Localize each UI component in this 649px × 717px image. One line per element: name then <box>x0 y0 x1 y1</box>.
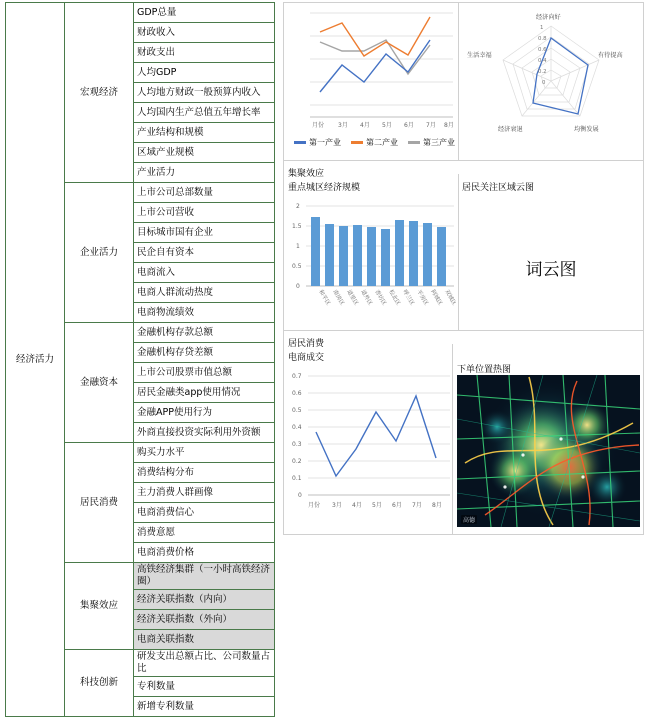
svg-text:0.5: 0.5 <box>292 263 302 270</box>
heatmap-attribution-badge: 高德 <box>463 517 476 524</box>
legend-label: 第二产业 <box>366 138 398 147</box>
indicator-cell: 财政收入 <box>134 23 275 43</box>
grid-line <box>283 534 644 535</box>
indicator-cell: 人均国内生产总值五年增长率 <box>134 103 275 123</box>
indicator-cell: 外商直接投资实际利用外资额 <box>134 423 275 443</box>
grid-line <box>283 2 284 535</box>
indicator-cell: 高铁经济集群（一小时高铁经济圈） <box>134 563 275 590</box>
svg-text:有待提高: 有待提高 <box>598 52 623 59</box>
indicator-cell: 金融APP使用行为 <box>134 403 275 423</box>
ecommerce-line-svg <box>286 366 454 526</box>
svg-text:1: 1 <box>296 243 300 250</box>
indicator-cell: 新增专利数量 <box>134 697 275 717</box>
indicator-cell: 人均GDP <box>134 63 275 83</box>
svg-text:松北区: 松北区 <box>387 289 401 307</box>
svg-text:2: 2 <box>296 203 300 210</box>
indicator-cell: 产业结构和规模 <box>134 123 275 143</box>
legend-item-2 <box>351 137 398 148</box>
svg-text:0.2: 0.2 <box>538 69 547 75</box>
svg-text:均衡发展: 均衡发展 <box>574 126 599 133</box>
indicator-cell: GDP总量 <box>134 3 275 23</box>
indicator-cell: 电商流入 <box>134 263 275 283</box>
label-order-heatmap: 下单位置热图 <box>457 365 512 375</box>
svg-text:0.8: 0.8 <box>538 36 547 42</box>
indicator-cell: 上市公司总部数量 <box>134 183 275 203</box>
category-cell: 金融资本 <box>65 323 134 443</box>
indicator-cell: 人均地方财政一般预算内收入 <box>134 83 275 103</box>
root-category-cell: 经济活力 <box>6 3 65 717</box>
line-chart-svg <box>288 5 456 137</box>
legend-label: 第三产业 <box>423 138 455 147</box>
svg-text:5月: 5月 <box>382 122 392 129</box>
svg-text:5月: 5月 <box>372 502 382 509</box>
svg-text:0.6: 0.6 <box>292 390 302 397</box>
svg-text:阿城区: 阿城区 <box>429 289 443 307</box>
svg-text:0: 0 <box>298 492 302 499</box>
indicator-cell: 经济关联指数（外向） <box>134 610 275 630</box>
category-cell: 宏观经济 <box>65 3 134 183</box>
svg-text:0.4: 0.4 <box>538 58 547 64</box>
legend-item-1 <box>294 137 341 148</box>
order-location-heatmap[interactable] <box>457 375 640 527</box>
svg-text:4月: 4月 <box>352 502 362 509</box>
svg-text:0.3: 0.3 <box>292 441 302 448</box>
svg-text:1: 1 <box>540 25 544 31</box>
indicator-cell: 金融机构存款总额 <box>134 323 275 343</box>
indicator-cell: 区域产业规模 <box>134 143 275 163</box>
label-ecommerce-deal: 电商成交 <box>288 353 325 363</box>
svg-text:0.2: 0.2 <box>292 458 302 465</box>
category-cell: 集聚效应 <box>65 563 134 650</box>
legend-item-3 <box>408 137 455 148</box>
indicator-cell: 购买力水平 <box>134 443 275 463</box>
svg-text:3月: 3月 <box>332 502 342 509</box>
indicator-cell: 民企自有资本 <box>134 243 275 263</box>
ecommerce-deal-line-chart <box>286 366 454 526</box>
indicator-cell: 专利数量 <box>134 677 275 697</box>
line-chart-legend <box>294 137 455 148</box>
category-cell: 居民消费 <box>65 443 134 563</box>
svg-text:经济衰退: 经济衰退 <box>498 126 523 133</box>
svg-text:6月: 6月 <box>392 502 402 509</box>
economic-vitality-indicator-table <box>5 2 275 717</box>
indicator-cell: 主力消费人群画像 <box>134 483 275 503</box>
svg-text:道里区: 道里区 <box>345 289 359 307</box>
label-resident-wordcloud: 居民关注区域云图 <box>462 183 535 193</box>
svg-text:道外区: 道外区 <box>359 289 373 307</box>
svg-text:月份: 月份 <box>308 502 321 509</box>
indicator-cell: 金融机构存贷差额 <box>134 343 275 363</box>
indicator-cell: 上市公司股票市值总额 <box>134 363 275 383</box>
radar-chart-svg <box>462 5 640 155</box>
indicator-cell: 电商关联指数 <box>134 630 275 650</box>
indicator-cell: 电商消费价格 <box>134 543 275 563</box>
svg-text:0.5: 0.5 <box>292 407 302 414</box>
macro-industry-line-chart <box>288 5 456 157</box>
svg-text:0.1: 0.1 <box>292 475 302 482</box>
svg-text:香坊区: 香坊区 <box>373 289 387 307</box>
svg-text:7月: 7月 <box>426 122 436 129</box>
label-key-region-scale: 重点城区经济规模 <box>288 183 361 193</box>
svg-text:8月: 8月 <box>444 122 454 129</box>
category-cell: 科技创新 <box>65 650 134 717</box>
category-cell: 企业活力 <box>65 183 134 323</box>
svg-text:0: 0 <box>542 80 546 86</box>
indicator-cell: 电商物流绩效 <box>134 303 275 323</box>
label-resident-consumption: 居民消费 <box>288 339 325 349</box>
svg-text:7月: 7月 <box>412 502 422 509</box>
svg-text:生活幸福: 生活幸福 <box>467 52 492 59</box>
legend-label: 第一产业 <box>309 138 341 147</box>
svg-text:0.4: 0.4 <box>292 424 302 431</box>
svg-text:南岗区: 南岗区 <box>331 289 345 307</box>
svg-text:6月: 6月 <box>404 122 414 129</box>
grid-line <box>283 2 644 3</box>
indicator-cell: 居民金融类app使用情况 <box>134 383 275 403</box>
bar-chart-svg <box>288 196 456 326</box>
indicator-cell: 研发支出总额占比、公司数量占比 <box>134 650 275 677</box>
svg-text:3月: 3月 <box>338 122 348 129</box>
grid-line <box>458 174 459 330</box>
svg-text:月份: 月份 <box>312 122 325 129</box>
grid-line <box>643 2 644 535</box>
heatmap-svg <box>457 375 640 527</box>
svg-text:4月: 4月 <box>360 122 370 129</box>
indicator-cell: 消费意愿 <box>134 523 275 543</box>
indicator-cell: 电商人群流动热度 <box>134 283 275 303</box>
svg-text:0.6: 0.6 <box>538 47 547 53</box>
grid-line <box>283 160 644 161</box>
indicator-cell: 电商消费信心 <box>134 503 275 523</box>
grid-line <box>458 2 459 160</box>
svg-text:8月: 8月 <box>432 502 442 509</box>
svg-text:1.5: 1.5 <box>292 223 302 230</box>
svg-text:和平区: 和平区 <box>317 289 331 307</box>
indicator-cell: 上市公司营收 <box>134 203 275 223</box>
svg-text:平房区: 平房区 <box>415 289 429 307</box>
label-cluster-effect: 集聚效应 <box>288 169 325 179</box>
indicator-cell: 财政支出 <box>134 43 275 63</box>
wordcloud-placeholder: 词云图 <box>525 260 577 280</box>
indicator-cell: 消费结构分布 <box>134 463 275 483</box>
indicator-cell: 目标城市国有企业 <box>134 223 275 243</box>
svg-text:0: 0 <box>296 283 300 290</box>
indicator-cell: 产业活力 <box>134 163 275 183</box>
table-row <box>6 3 275 23</box>
svg-text:经济向好: 经济向好 <box>536 14 561 21</box>
indicator-cell: 经济关联指数（内向） <box>134 590 275 610</box>
key-region-scale-bar-chart <box>288 196 456 326</box>
economy-radar-chart <box>462 5 640 155</box>
svg-text:双城区: 双城区 <box>443 289 456 307</box>
svg-text:呼兰区: 呼兰区 <box>401 289 415 307</box>
svg-text:0.7: 0.7 <box>292 373 302 380</box>
grid-line <box>283 330 644 331</box>
